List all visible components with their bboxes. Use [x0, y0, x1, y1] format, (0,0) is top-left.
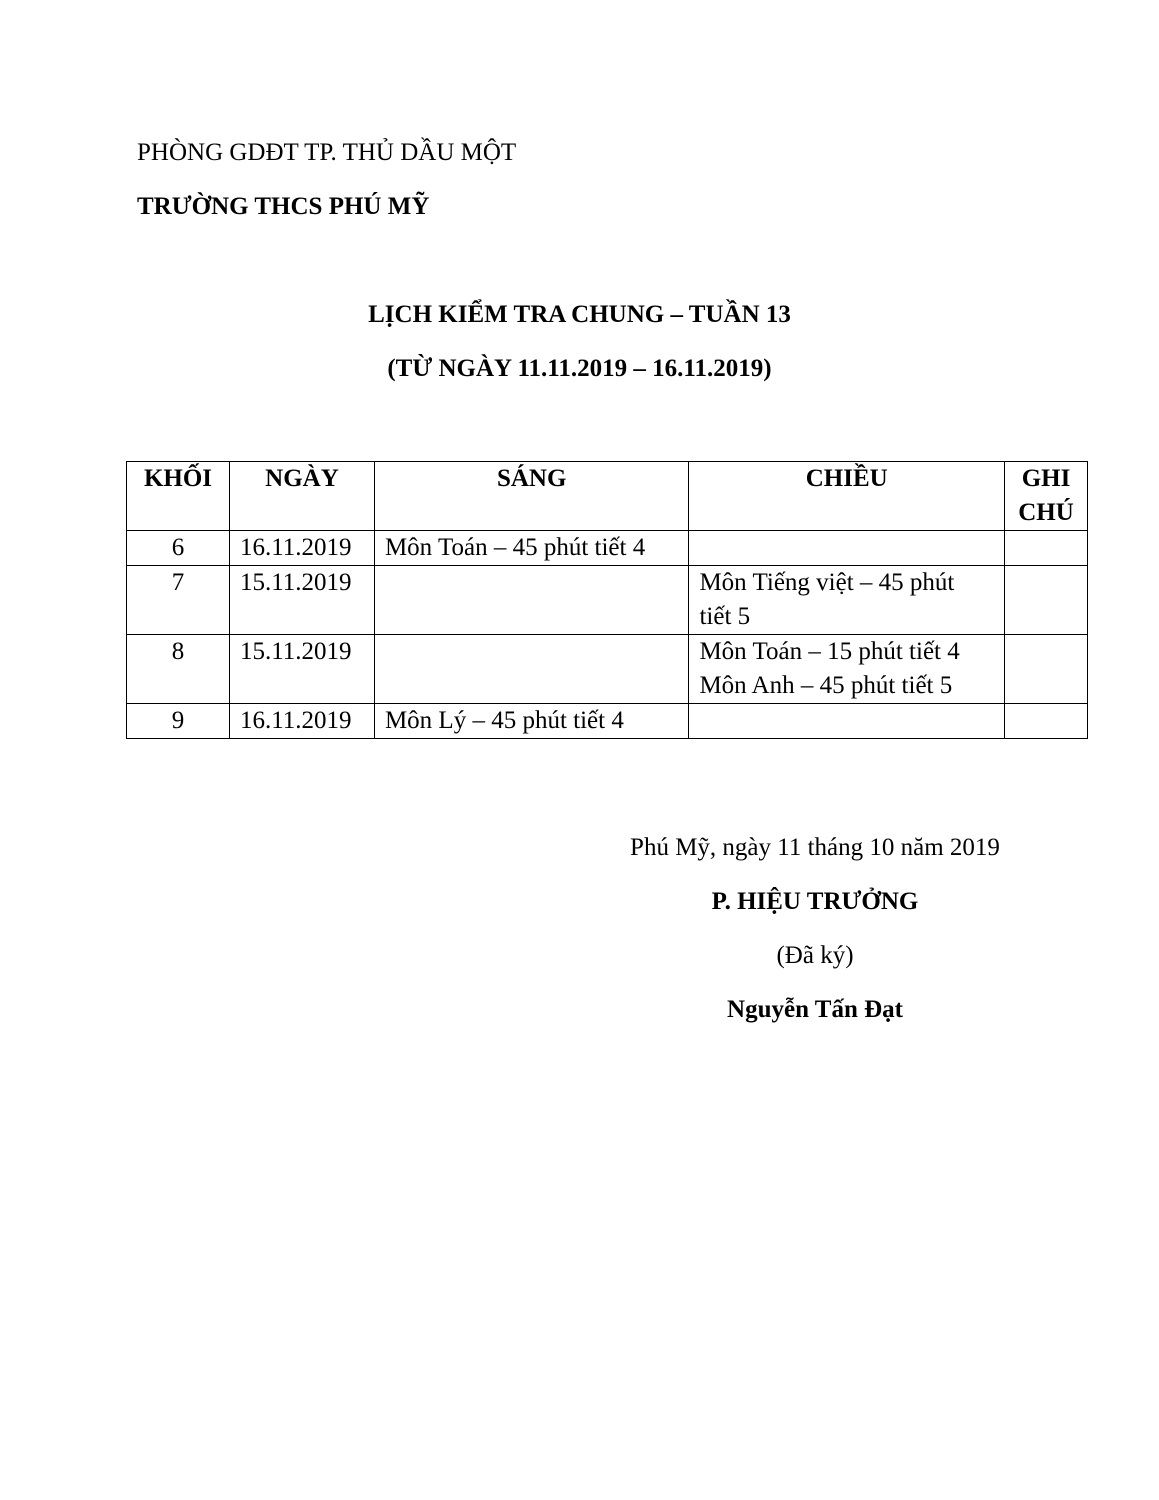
cell-sang: Môn Toán – 45 phút tiết 4 — [374, 531, 689, 566]
header-ghichu-line1: GHI — [1021, 465, 1071, 492]
cell-chieu — [689, 531, 1005, 566]
cell-ngay: 15.11.2019 — [229, 566, 374, 635]
cell-sang — [374, 566, 689, 635]
cell-ngay: 16.11.2019 — [229, 704, 374, 739]
document-date-range: (TỪ NGÀY 11.11.2019 – 16.11.2019) — [387, 355, 772, 382]
cell-khoi: 9 — [127, 704, 230, 739]
cell-ghichu — [1005, 566, 1088, 635]
header-khoi: KHỐI — [127, 462, 230, 531]
header-ghichu-line2: CHÚ — [1018, 499, 1074, 526]
cell-chieu-line1: Môn Tiếng việt – 45 phút — [699, 569, 955, 596]
cell-ngay: 16.11.2019 — [229, 531, 374, 566]
cell-ghichu — [1005, 635, 1088, 704]
table-row — [127, 635, 1088, 704]
cell-ghichu — [1005, 531, 1088, 566]
cell-chieu — [689, 704, 1005, 739]
signature-date-line: Phú Mỹ, ngày 11 tháng 10 năm 2019 — [630, 834, 1000, 861]
document-title: LỊCH KIỂM TRA CHUNG – TUẦN 13 — [368, 301, 791, 328]
table-header-row — [127, 462, 1088, 531]
cell-chieu-line2: Môn Anh – 45 phút tiết 5 — [699, 672, 953, 699]
cell-chieu — [689, 566, 1005, 635]
cell-sang — [374, 635, 689, 704]
cell-khoi: 8 — [127, 635, 230, 704]
header-chieu: CHIỀU — [689, 462, 1005, 531]
signature-signed-note: (Đã ký) — [776, 942, 854, 969]
table-row — [127, 531, 1088, 566]
table-row — [127, 704, 1088, 739]
cell-khoi: 6 — [127, 531, 230, 566]
signature-role: P. HIỆU TRƯỞNG — [711, 888, 919, 915]
header-ngay: NGÀY — [229, 462, 374, 531]
cell-khoi: 7 — [127, 566, 230, 635]
school-name: TRƯỜNG THCS PHÚ MỸ — [137, 193, 430, 220]
cell-chieu-line1: Môn Toán – 15 phút tiết 4 — [699, 638, 960, 665]
cell-sang: Môn Lý – 45 phút tiết 4 — [374, 704, 689, 739]
exam-schedule-table — [126, 461, 1088, 739]
signature-name: Nguyễn Tấn Đạt — [727, 996, 903, 1023]
cell-chieu-line2: tiết 5 — [699, 603, 751, 630]
cell-ghichu — [1005, 704, 1088, 739]
cell-ngay: 15.11.2019 — [229, 635, 374, 704]
cell-chieu — [689, 635, 1005, 704]
header-ghichu — [1005, 462, 1088, 531]
header-sang: SÁNG — [374, 462, 689, 531]
department-name: PHÒNG GDĐT TP. THỦ DẦU MỘT — [137, 139, 517, 166]
table-row — [127, 566, 1088, 635]
